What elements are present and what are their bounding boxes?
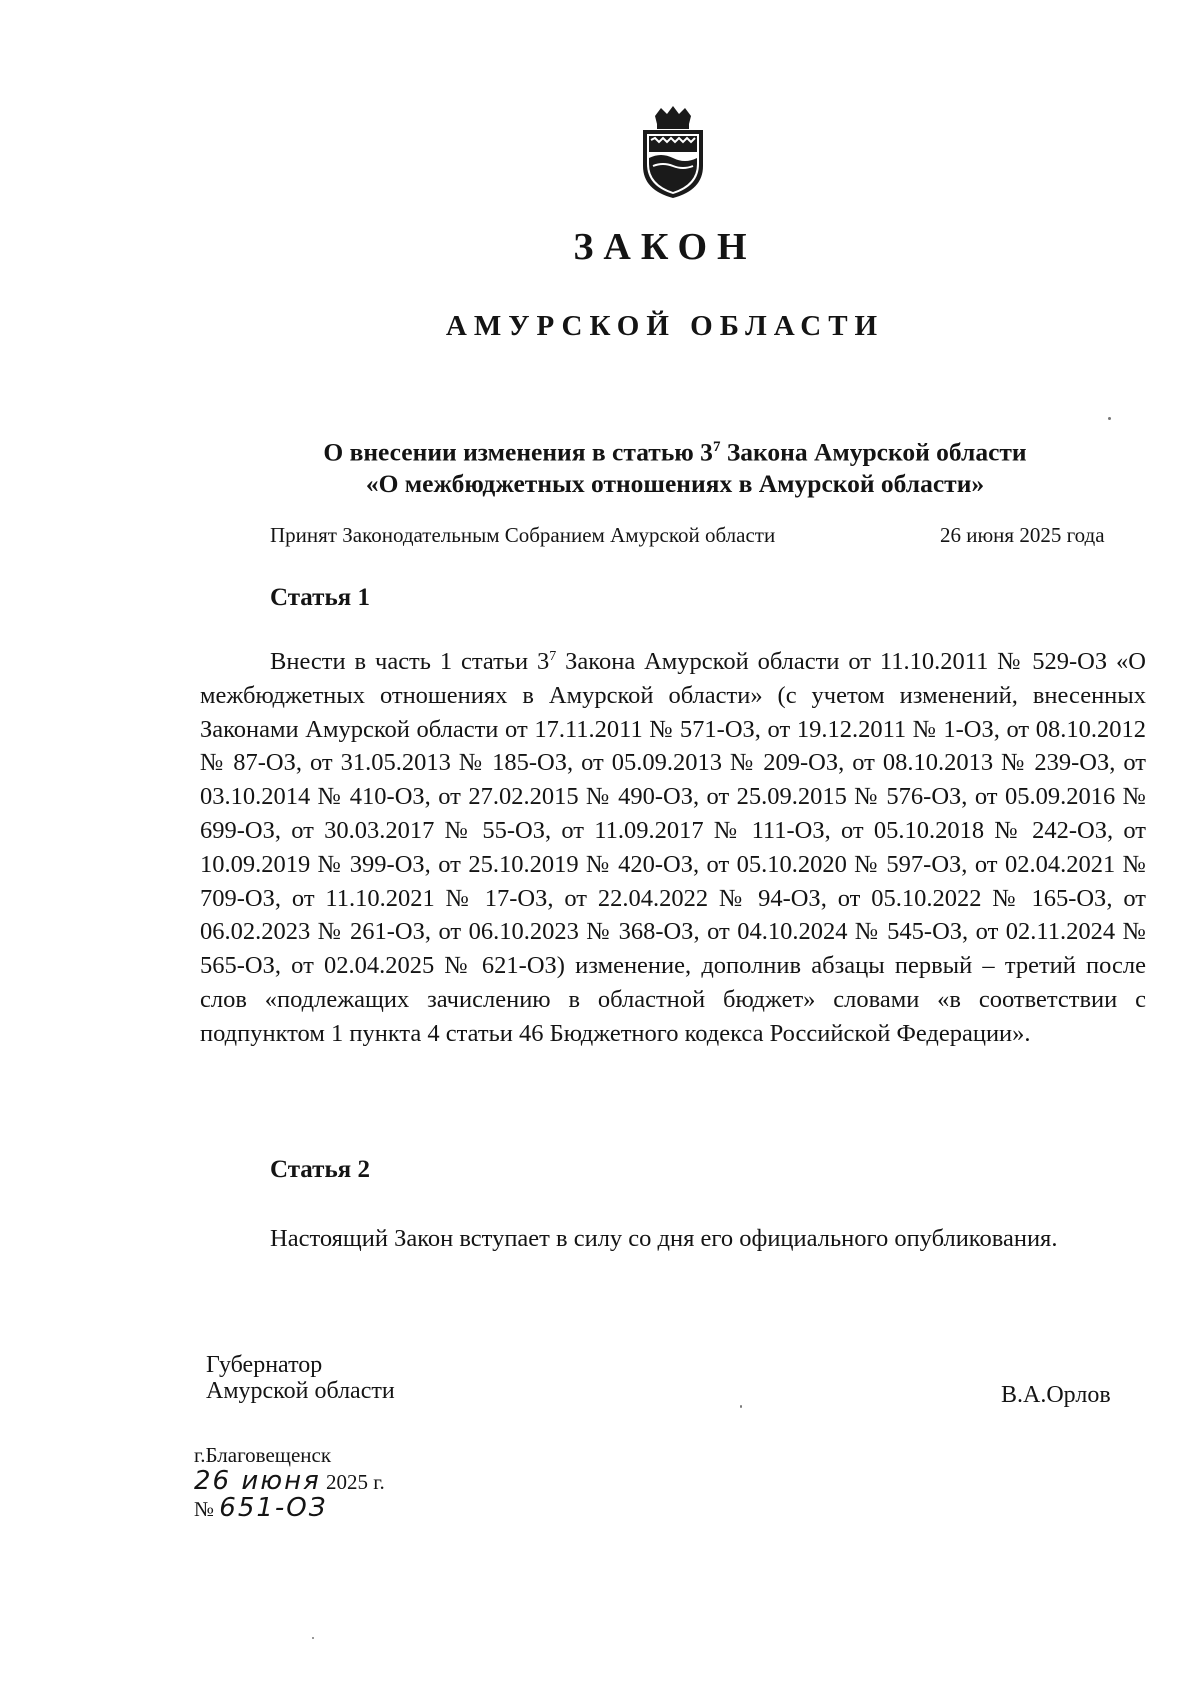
signing-year: 2025 г. <box>326 1470 385 1494</box>
signing-place-block <box>194 1442 385 1522</box>
article-1-text-sup: 7 <box>549 648 557 664</box>
article-1-heading: Статья 1 <box>270 584 370 611</box>
signing-city: г.Благовещенск <box>194 1443 332 1467</box>
subject-line1-sup: 7 <box>712 439 721 455</box>
scan-speck <box>1108 417 1111 420</box>
article-1-text-post: Закона Амурской области от 11.10.2011 № 529-ОЗ «О межбюджетных отношениях в Амурской области» (с учетом изменений, внесенных Законами Амурской области от 17.11.2011 № 571-ОЗ, от 19.12.2011 № 1-ОЗ, от 08.10.2012 № 87-ОЗ, от 31.05.2013 № 185-ОЗ, от 05.09.2013 № 209-ОЗ, от 08.10.2013 № 239-ОЗ, от 03.10.2014 № 410-ОЗ, от 27.02.2015 № 490-ОЗ, от 25.09.2015 № 576-ОЗ, от 05.09.2016 № 699-ОЗ, от 30.03.2017 № 55-ОЗ, от 11.09.2017 № 111-ОЗ, от 05.10.2018 № 242-ОЗ, от 10.09.2019 № 399-ОЗ, от 25.10.2019 № 420-ОЗ, от 05.10.2020 № 597-ОЗ, от 02.04.2021 № 709-ОЗ, от 11.10.2021 № 17-ОЗ, от 22.04.2022 № 94-ОЗ, от 05.10.2022 № 165-ОЗ, от 06.02.2023 № 261-ОЗ, от 06.10.2023 № 368-ОЗ, от 04.10.2024 № 545-ОЗ, от 02.11.2024 № 565-ОЗ, от 02.04.2025 № 621-ОЗ) изменение, дополнив абзацы первый – третий после слов «подлежащих зачислению в областной бюджет» словами «в соответствии с подпунктом 1 пункта 4 статьи 46 Бюджетного кодекса Российской Федерации». <box>200 648 1146 1047</box>
subject-line1-post: Закона Амурской области <box>720 437 1027 467</box>
law-number <box>194 1495 385 1522</box>
scan-speck <box>740 1405 742 1408</box>
document-region-title: АМУРСКОЙ ОБЛАСТИ <box>445 310 885 342</box>
scan-speck <box>312 1637 314 1639</box>
law-number-prefix: № <box>194 1497 215 1521</box>
coat-of-arms-emblem <box>635 106 711 200</box>
governor-title-line1: Губернатор <box>206 1352 323 1378</box>
governor-name: В.А.Орлов <box>1001 1382 1111 1408</box>
subject-line1-pre: О внесении изменения в статью 3 <box>323 437 713 467</box>
subject-line2: «О межбюджетных отношениях в Амурской области» <box>365 468 985 498</box>
document-type-title: ЗАКОН <box>573 226 757 268</box>
adopted-by: Принят Законодательным Собранием Амурской области <box>270 523 776 547</box>
signing-date <box>194 1468 385 1495</box>
governor-title <box>206 1352 395 1404</box>
article-2-text-body: Настоящий Закон вступает в силу со дня его официального опубликования. <box>270 1225 1058 1252</box>
governor-title-line2: Амурской области <box>206 1378 395 1404</box>
law-subject-title <box>270 432 1080 499</box>
article-2-text <box>200 1222 1146 1256</box>
article-2-heading: Статья 2 <box>270 1156 370 1183</box>
article-1-text-pre: Внести в часть 1 статьи 3 <box>270 648 550 675</box>
law-number-handwritten: 651-ОЗ <box>219 1493 328 1523</box>
signing-date-handwritten: 26 июня <box>194 1466 321 1496</box>
article-1-text <box>200 645 1146 1051</box>
adopted-date: 26 июня 2025 года <box>940 523 1105 547</box>
